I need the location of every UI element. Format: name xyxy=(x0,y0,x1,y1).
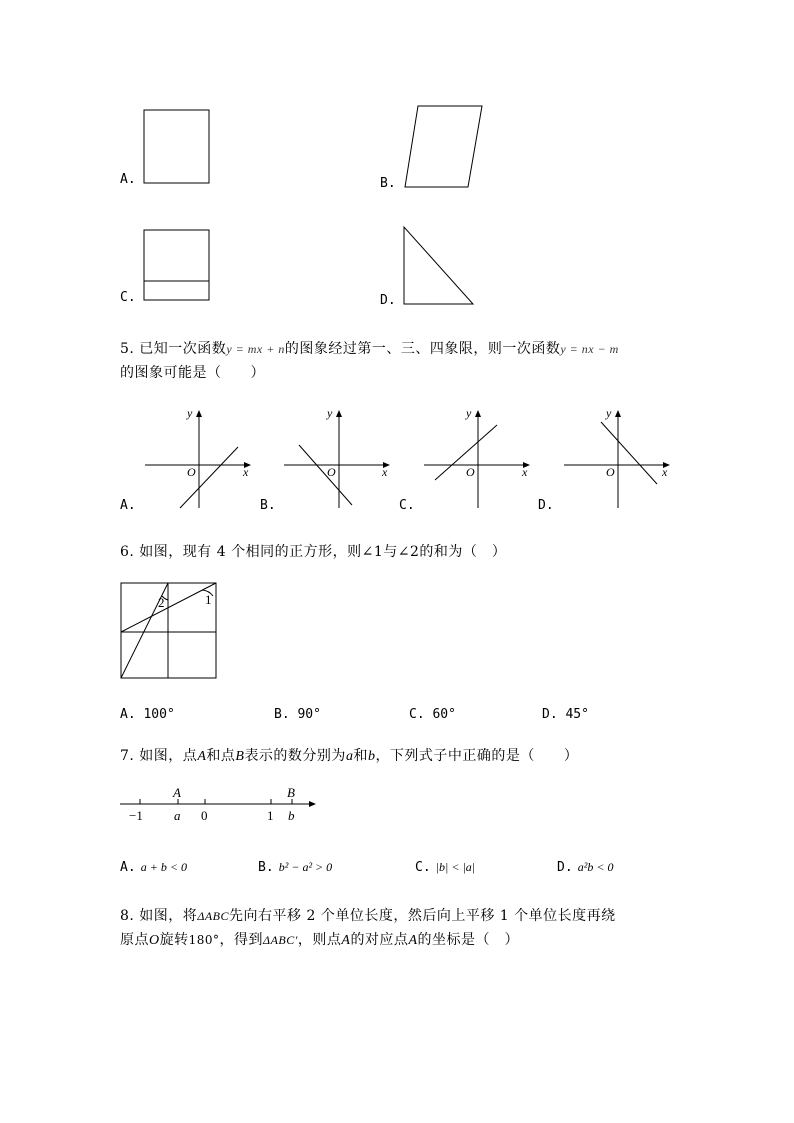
q5-b-y: y xyxy=(327,406,333,420)
q4-option-c-label[interactable]: C. xyxy=(120,290,136,305)
q5-b-x: x xyxy=(382,465,388,479)
q6-option-a-value: 100° xyxy=(143,707,175,722)
q8-stem-text: 8. 如图，将 xyxy=(120,908,198,924)
q5-c-origin: O xyxy=(466,465,475,479)
q7-option-b-expr: b² − a² > 0 xyxy=(278,860,333,874)
q8-degree: 180° xyxy=(188,933,220,947)
q8-stem-text-8: 的坐标是（ ） xyxy=(417,932,519,948)
q8-point-a-prime: A xyxy=(408,933,418,948)
q7-option-a-expr: a + b < 0 xyxy=(140,860,187,874)
q8-triangle-abc: ΔABC xyxy=(197,909,230,923)
q8-stem-line2 xyxy=(120,929,519,949)
q7-option-c-label: C. xyxy=(415,860,431,875)
q7-option-d-expr: a²b < 0 xyxy=(577,860,614,874)
q7-tick-b: b xyxy=(288,808,295,823)
q7-point-b: B xyxy=(235,749,245,764)
q7-option-b[interactable] xyxy=(258,856,332,875)
q5-option-d-label[interactable]: D. xyxy=(538,498,554,513)
q8-stem-text-6: ，则点 xyxy=(297,932,342,948)
q7-option-c[interactable] xyxy=(415,856,475,875)
q6-angle-2: 2 xyxy=(158,595,165,610)
q7-tick-minus1: −1 xyxy=(129,808,143,823)
q8-stem-line1 xyxy=(120,905,616,925)
q7-option-c-expr: |b| < |a| xyxy=(435,860,476,874)
q7-option-a-label: A. xyxy=(120,860,136,875)
q7-stem-text-5: ，下列式子中正确的是（ ） xyxy=(375,748,579,764)
q7-tick-0: 0 xyxy=(201,808,208,823)
q5-expr-nx-m: y = nx − m xyxy=(560,342,619,356)
q7-option-b-label: B. xyxy=(258,860,274,875)
q5-a-x: x xyxy=(243,465,249,479)
q6-option-c-value: 60° xyxy=(432,707,456,722)
q6-option-b-value: 90° xyxy=(297,707,321,722)
q5-a-y: y xyxy=(187,406,193,420)
q7-stem-text-2: 和点 xyxy=(206,748,236,764)
q5-d-x: x xyxy=(662,465,668,479)
q7-stem-text: 7. 如图，点 xyxy=(120,748,198,764)
q4-option-d-label[interactable]: D. xyxy=(380,293,396,308)
q5-stem-line2: 的图象可能是（ ） xyxy=(120,365,265,381)
q8-point-a: A xyxy=(341,933,351,948)
q8-stem-text-5: ，得到 xyxy=(219,932,264,948)
q7-var-a: a xyxy=(345,749,354,764)
q4-option-b-label[interactable]: B. xyxy=(380,176,396,191)
q7-tick-a: a xyxy=(174,808,181,823)
q8-stem-text-3: 原点 xyxy=(120,932,149,948)
q6-option-d-value: 45° xyxy=(565,707,589,722)
q7-tick-1: 1 xyxy=(267,808,274,823)
q8-stem-text-4: 旋转 xyxy=(159,932,189,948)
q8-stem-text-7: 的对应点 xyxy=(350,932,409,948)
q7-var-b: b xyxy=(367,749,376,764)
q6-option-c-label: C. xyxy=(409,707,425,722)
q6-option-d-label: D. xyxy=(542,707,558,722)
q6-stem: 6. 如图，现有 4 个相同的正方形，则∠1与∠2的和为（ ） xyxy=(120,544,507,560)
q5-a-origin: O xyxy=(187,465,196,479)
q5-expr-mx-n: y = mx + n xyxy=(226,342,285,356)
q5-c-y: y xyxy=(466,406,472,420)
q5-d-y: y xyxy=(606,406,612,420)
q7-point-label-b: B xyxy=(287,785,295,800)
q7-point-label-a: A xyxy=(173,785,181,800)
q5-b-origin: O xyxy=(327,465,336,479)
q8-origin-o: O xyxy=(149,933,160,948)
q8-stem-text-2: 先向右平移 2 个单位长度，然后向上平移 1 个单位长度再绕 xyxy=(229,908,616,924)
q8-triangle-abc-prime: ΔABC′ xyxy=(263,933,298,947)
q7-option-a[interactable] xyxy=(120,856,187,875)
q5-stem-text-mid: 的图象经过第一、三、四象限，则一次函数 xyxy=(284,341,561,357)
q5-option-a-label[interactable]: A. xyxy=(120,498,136,513)
q5-option-b-label[interactable]: B. xyxy=(260,498,276,513)
q7-option-d-label: D. xyxy=(557,860,573,875)
q7-stem-text-4: 和 xyxy=(353,748,368,764)
q4-option-a-label[interactable]: A. xyxy=(120,172,136,187)
q7-point-a: A xyxy=(197,749,207,764)
q5-stem-text: 5. 已知一次函数 xyxy=(120,341,227,357)
q6-angle-1: 1 xyxy=(205,592,212,607)
q5-c-x: x xyxy=(522,465,528,479)
q5-option-c-label[interactable]: C. xyxy=(399,498,415,513)
q7-stem-text-3: 表示的数分别为 xyxy=(244,748,346,764)
q6-option-a-label: A. xyxy=(120,707,136,722)
q5-d-origin: O xyxy=(606,465,615,479)
q6-option-b-label: B. xyxy=(274,707,290,722)
q7-option-d[interactable] xyxy=(557,856,613,875)
